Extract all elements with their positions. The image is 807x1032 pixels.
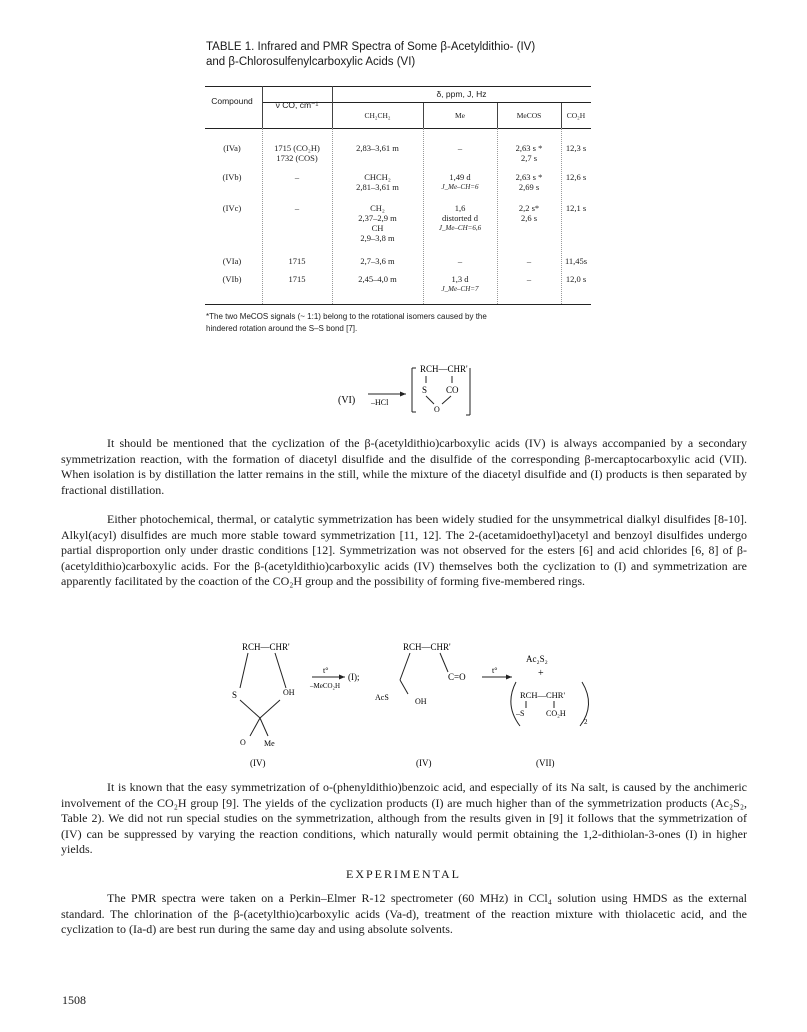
row-compound: (IVc) [222,203,242,213]
row-chch: CHCH₂ 2,81–3,61 m [356,172,399,192]
reaction-scheme-1 [330,360,530,425]
row-compound: (VIb) [222,274,242,284]
row-mecos: 2,63 s * 2,69 s [515,172,543,192]
col-vco-header: ν CO, cm⁻¹ [275,100,319,110]
row-me: – [457,143,463,153]
paragraph-4: The PMR spectra were taken on a Perkin–Elmer R-12 spectrometer (60 MHz) in CCl₄ solution using HMDS as the external standard. The chlorination of the β-(acetylthio)carboxylic acids (Va-d), treatment of the reaction mixture with thiolacetic acid, and the cyclization to (Ia-d) are best run during the same day and using absolute solvents. [61,891,747,937]
row-vco: 1715 [288,274,306,284]
scheme2-arrow-2-top: t° [492,666,498,675]
scheme2-label-vii: (VII) [536,758,555,768]
sub-co2h-header: CO₂H [566,111,586,120]
scheme2-co-mid: C=O [448,672,466,682]
scheme2-ac2s2: Ac₂S₂ [526,654,548,664]
page-number: 1508 [62,993,86,1007]
row-compound: (VIa) [222,256,242,266]
sub-chch-header: CH₂CH₂ [364,111,391,120]
scheme2-rch-chr-right: RCH—CHR' [520,690,565,700]
table-caption [206,40,626,70]
row-chch: 2,83–3,61 m [356,143,399,153]
scheme1-arrow-label: –HCl [371,398,389,407]
scheme2-me-left: Me [264,739,275,748]
scheme1-top: RCH—CHR' [420,364,468,374]
row-co2h: 12,1 s [565,203,587,213]
scheme2-oh-mid: OH [415,697,427,706]
caption-line-1: TABLE 1. Infrared and PMR Spectra of Some β-Acetyldithio- (IV) [206,41,536,53]
row-co2h: 11,45s [564,256,588,266]
scheme2-paren-left [511,682,520,726]
col-compound-header: Compound [211,96,253,106]
scheme2-o-left: O [240,738,246,747]
scheme2-rch-chr-mid: RCH—CHR' [403,642,451,652]
scheme2-label-iv-mid: (IV) [416,758,432,768]
row-me: – [457,256,463,266]
row-mecos: – [526,274,532,284]
paragraph-1: It should be mentioned that the cyclization of the β-(acetyldithio)carboxylic acids (IV) is always accompanied by a secondary symmetrization reaction, with the formation of diacetyl disulfide and the disulfide of the corresponding β-mercaptocarboxylic acid (VII). When isolation is by distillation the latter remains in the still, while the mixture of the diacetyl disulfide and (I) products is then separated by fractional distillation. [61,436,747,497]
row-me: 1,3 d J_Me–CH=7 [441,274,479,293]
row-mecos: 2,63 s * 2,7 s [515,143,543,163]
row-chch: 2,45–4,0 m [358,274,397,284]
scheme2-plus: + [538,668,544,679]
scheme2-product-i: (I); [348,672,360,682]
row-vco: 1715 (CO₂H) 1732 (COS) [274,143,320,163]
row-co2h: 12,3 s [565,143,587,153]
col-delta-header: δ, ppm, J, Hz [436,89,487,99]
scheme1-o: O [434,405,440,414]
row-vco: 1715 [288,256,306,266]
sub-me-header: Me [455,111,465,120]
row-vco: – [294,203,300,213]
scheme2-co2h-right: CO₂H [546,709,566,718]
scheme1-left: (VI) [338,395,356,406]
table-rule-bottom [205,304,591,305]
scheme2-s-right: –S [516,709,525,718]
row-mecos: 2,2 s* 2,6 s [518,203,540,223]
section-heading: EXPERIMENTAL [345,867,462,881]
scheme1-co: CO [446,385,459,395]
row-me: 1,49 d J_Me–CH=6 [441,172,479,191]
scheme2-rch-chr-left: RCH—CHR' [242,642,290,652]
scheme2-acs-mid: AcS [375,693,389,702]
row-mecos: – [526,256,532,266]
row-chch: CH₂ 2,37–2,9 m CH 2,9–3,8 m [358,203,397,243]
scheme2-s-left: S [232,690,238,700]
scheme2-arrow-1-bottom: –MeCO₂H [310,682,341,690]
row-compound: (IVa) [223,143,241,153]
scheme2-oh-left: OH [283,688,295,697]
row-compound: (IVb) [222,172,242,182]
scheme1-s: S [422,385,428,395]
paragraph-2: Either photochemical, thermal, or catalytic symmetrization has been widely studied for the unsymmetrical dialkyl disulfides [8-10]. Alkyl(acyl) disulfides are much more stable toward symmetrization [11, 12]. The 2-(acetamidoethyl)acetyl and benzoyl disulfides undergo partial disproportion only under drastic conditions [12]. Symmetrization was not observed for the esters [6] and acid chlorides [6, 8] of β-(acetyldithio)carboxylic acids. For the β-(acetyldithio)carboxylic acids (IV) themselves both the cyclization to (I) and symmetrization are apparently facilitated by the coaction of the CO₂H group and the possibility of forming five-membered rings. [61,512,747,589]
row-me: 1,6 distorted d J_Me–CH=6,6 [438,203,482,232]
row-vco: – [294,172,300,182]
scheme2-subscript-2: 2 [584,718,588,726]
paragraph-3: It is known that the easy symmetrization of o-(phenyldithio)benzoic acid, and especially of its Na salt, is caused by the anchimeric involvement of the CO₂H group [9]. The yields of the cyclization products (I) are much higher than of the symmetrization products (Ac₂S₂, Table 2). We did not run special studies on the symmetrization, although from the results given in [9] it follows that the symmetrization of (IV) can be suppressed by varying the reaction conditions, which naturally would permit obtaining the 1,2-dithiolan-3-ones (I) in higher yields. [61,780,747,857]
scheme2-arrow-1-top: t° [323,666,329,675]
row-chch: 2,7–3,6 m [360,256,395,266]
row-co2h: 12,0 s [565,274,587,284]
scheme1-arrowhead [400,392,406,397]
sub-mecos-header: MeCOS [516,111,542,120]
row-co2h: 12,6 s [565,172,587,182]
caption-line-2: and β-Chlorosulfenylcarboxylic Acids (VI) [206,56,416,68]
reaction-scheme-2 [220,640,600,770]
scheme2-label-iv-left: (IV) [250,758,266,768]
table-footnote: *The two MeCOS signals (~ 1:1) belong to the rotational isomers caused by the hindered rotation around the S–S bond [7]. [206,312,487,333]
